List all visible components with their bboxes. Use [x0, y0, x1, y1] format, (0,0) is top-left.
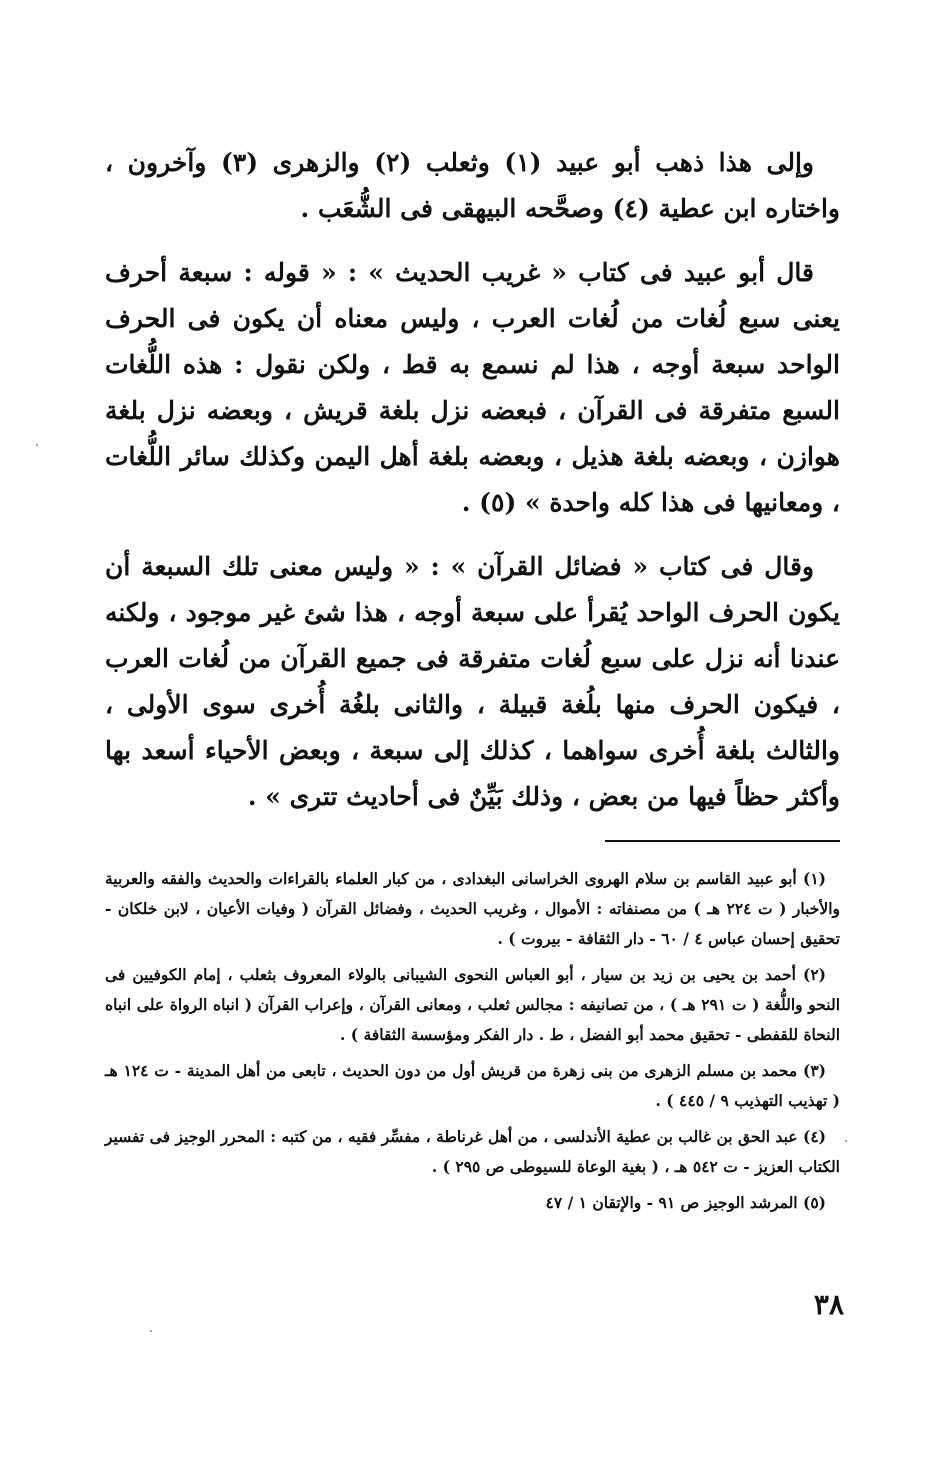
scan-speck	[150, 1330, 152, 1332]
paragraph-2: قال أبو عبيد فى كتاب « غريب الحديث » : « قوله : سبعة أحرف يعنى سبع لُغات من لُغات العرب ، وليس معناه أن يكون فى الحرف الواحد سبعة أوجه ، هذا لم نسمع به قط ، ولكن نقول : هذه اللُّغات السبع متفرقة فى القرآن ، فبعضه نزل بلغة قريش ، وبعضه نزل بلغة هوازن ، وبعضه بلغة هذيل ، وبعضه بلغة أهل اليمن وكذلك سائر اللُّغات ، ومعانيها فى هذا كله واحدة » (٥) .	[105, 258, 840, 517]
footnote-divider	[605, 840, 840, 842]
paragraph-3: وقال فى كتاب « فضائل القرآن » : « وليس معنى تلك السبعة أن يكون الحرف الواحد يُقرأ على سبعة أوجه ، هذا شئ غير موجود ، ولكنه عندنا أنه نزل على سبع لُغات متفرقة فى جميع القرآن من لُغات العرب ، فيكون الحرف منها بلُغة قبيلة ، والثانى بلغُة أُخرى سوى الأولى ، والثالث بلغة أُخرى سواهما ، كذلك إلى سبعة ، وبعض الأحياء أسعد بها وأكثر حظاً فيها من بعض ، وذلك بَيِّنٌ فى أحاديث تترى » .	[105, 552, 840, 811]
footnote-4: (٤) عبد الحق بن غالب بن عطية الأندلسى ، من أهل غرناطة ، مفسِّر فقيه ، من كتبه : المحرر الوجيز فى تفسير الكتاب العزيز - ت ٥٤٢ هـ ، ( بغية الوعاة للسيوطى ص ٢٩٥ ) .	[105, 1127, 840, 1176]
footnote-2: (٢) أحمد بن يحيى بن زيد بن سيار ، أبو العباس النحوى الشيبانى بالولاء المعروف بثعلب ، إمام الكوفيين فى النحو واللُّغة ( ت ٢٩١ هـ ) ، من تصانيفه : مجالس ثعلب ، ومعانى القرآن ، وإعراب القرآن ( انباه الرواة على انباه النحاة للقفطى - تحقيق محمد أبو الفضل ، ط . دار الفكر ومؤسسة الثقافة ) .	[105, 965, 840, 1044]
footnote-3: (٣) محمد بن مسلم الزهرى من بنى زهرة من قريش أول من دون الحديث ، تابعى من أهل المدينة - ت ١٢٤ هـ ( تهذيب التهذيب ٩ / ٤٤٥ ) .	[105, 1061, 840, 1110]
scan-speck	[845, 1140, 847, 1142]
page-body	[105, 140, 840, 1224]
footnotes	[105, 864, 840, 1218]
footnote-5: (٥) المرشد الوجيز ص ٩١ - والإتقان ١ / ٤٧	[545, 1193, 826, 1212]
page-number: ٣٨	[813, 1288, 844, 1321]
paragraph-1: وإلى هذا ذهب أبو عبيد (١) وثعلب (٢) والزهرى (٣) وآخرون ، واختاره ابن عطية (٤) وصحَّحه البيهقى فى الشُّعَب .	[105, 148, 840, 223]
scan-speck	[36, 444, 38, 446]
footnote-1: (١) أبو عبيد القاسم بن سلام الهروى الخراسانى البغدادى ، من كبار العلماء بالقراءات والحديث والفقه والعربية والأخبار ( ت ٢٢٤ هـ ) من مصنفاته : الأموال ، وغريب الحديث ، وفضائل القرآن ( وفيات الأعيان ، لابن خلكان - تحقيق إحسان عباس ٤ / ٦٠ - دار الثقافة - بيروت ) .	[105, 869, 840, 948]
